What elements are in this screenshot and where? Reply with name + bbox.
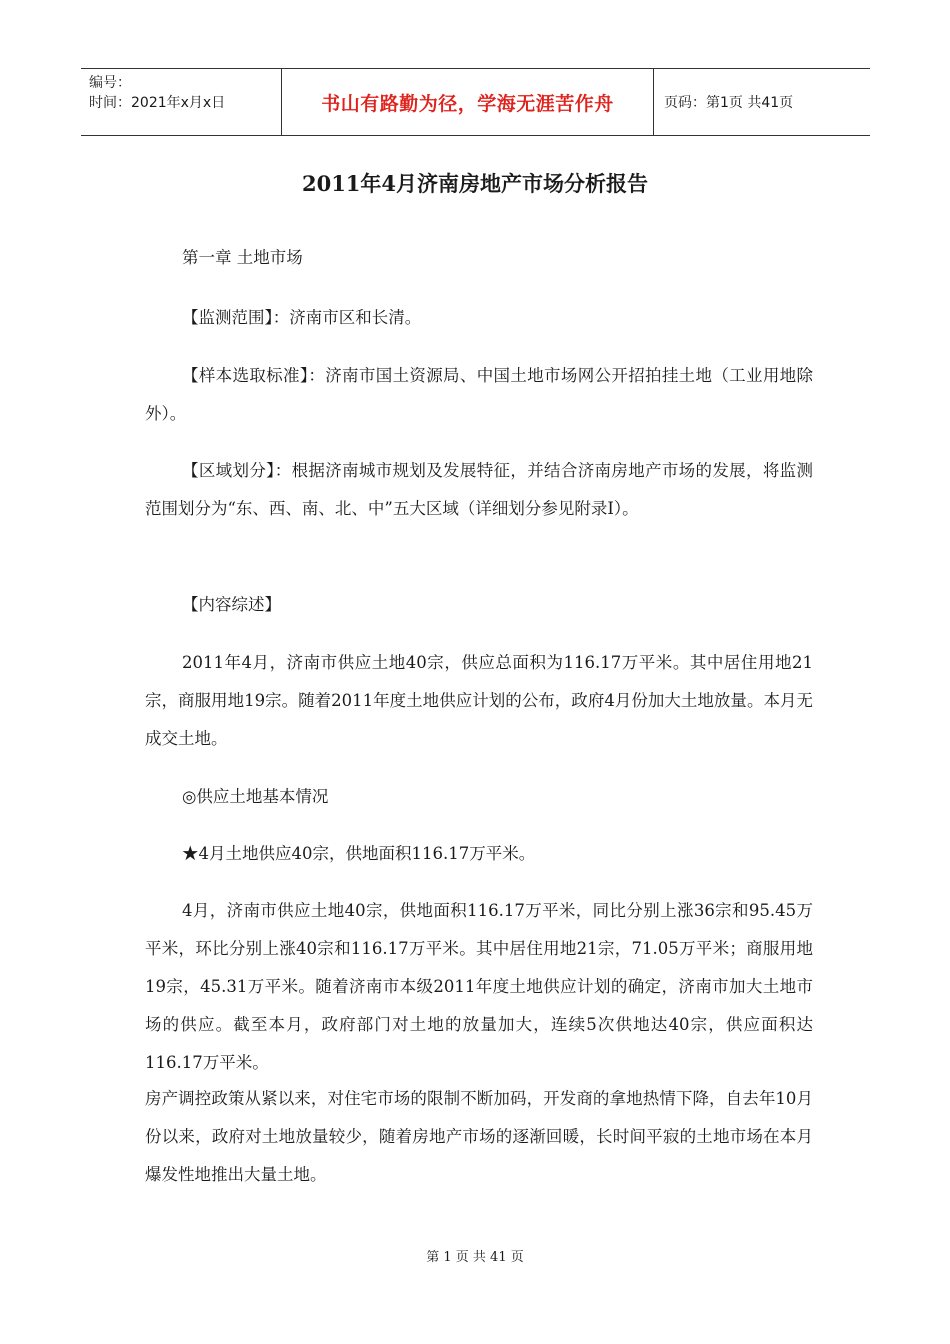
- header-motto: 书山有路勤为径，学海无涯苦作舟: [281, 69, 654, 135]
- supply-section-heading: ◎供应土地基本情况: [182, 787, 329, 806]
- monitoring-scope: 【监测范围】：济南市区和长清。: [182, 308, 422, 327]
- chapter-heading: 第一章 土地市场: [182, 248, 303, 267]
- summary-heading: 【内容综述】: [182, 595, 281, 614]
- document-title: 2011年4月济南房地产市场分析报告: [301, 171, 649, 196]
- region-division: 【区域划分】：根据济南城市规划及发展特征，并结合济南房地产市场的发展，将监测范围划分为“东、西、南、北、中”五大区域（详细划分参见附录Ⅰ）。: [145, 461, 813, 518]
- supply-detail-paragraph: 4月，济南市供应土地40宗，供地面积116.17万平米，同比分别上涨36宗和95.45万平米，环比分别上涨40宗和116.17万平米。其中居住用地21宗，71.05万平米；商服用地19宗，45.31万平米。随着济南市本级2011年度土地供应计划的确定，济南市加大土地市场的供应。截至本月，政府部门对土地的放量加大，连续5次供地达40宗，供应面积达116.17万平米。: [145, 901, 813, 1072]
- supply-highlight: ★4月土地供应40宗，供地面积116.17万平米。: [182, 844, 536, 863]
- time-label: 时间：2021年x月x日: [89, 95, 226, 111]
- header-meta: [81, 69, 281, 135]
- page-header: [81, 68, 870, 136]
- summary-paragraph: 2011年4月，济南市供应土地40宗，供应总面积为116.17万平米。其中居住用地21宗，商服用地19宗。随着2011年度土地供应计划的公布，政府4月份加大土地放量。本月无成交土地。: [145, 653, 813, 748]
- number-label: 编号：: [89, 75, 131, 91]
- policy-paragraph: 房产调控政策从紧以来，对住宅市场的限制不断加码，开发商的拿地热情下降，自去年10月份以来，政府对土地放量较少，随着房地产市场的逐渐回暖，长时间平寂的土地市场在本月爆发性地推出大量土地。: [145, 1089, 813, 1184]
- header-page-info: 页码：第1页 共41页: [664, 95, 794, 111]
- page-footer: 第 1 页 共 41 页: [426, 1250, 524, 1265]
- sample-criteria: 【样本选取标准】：济南市国土资源局、中国土地市场网公开招拍挂土地（工业用地除外）。: [145, 366, 813, 423]
